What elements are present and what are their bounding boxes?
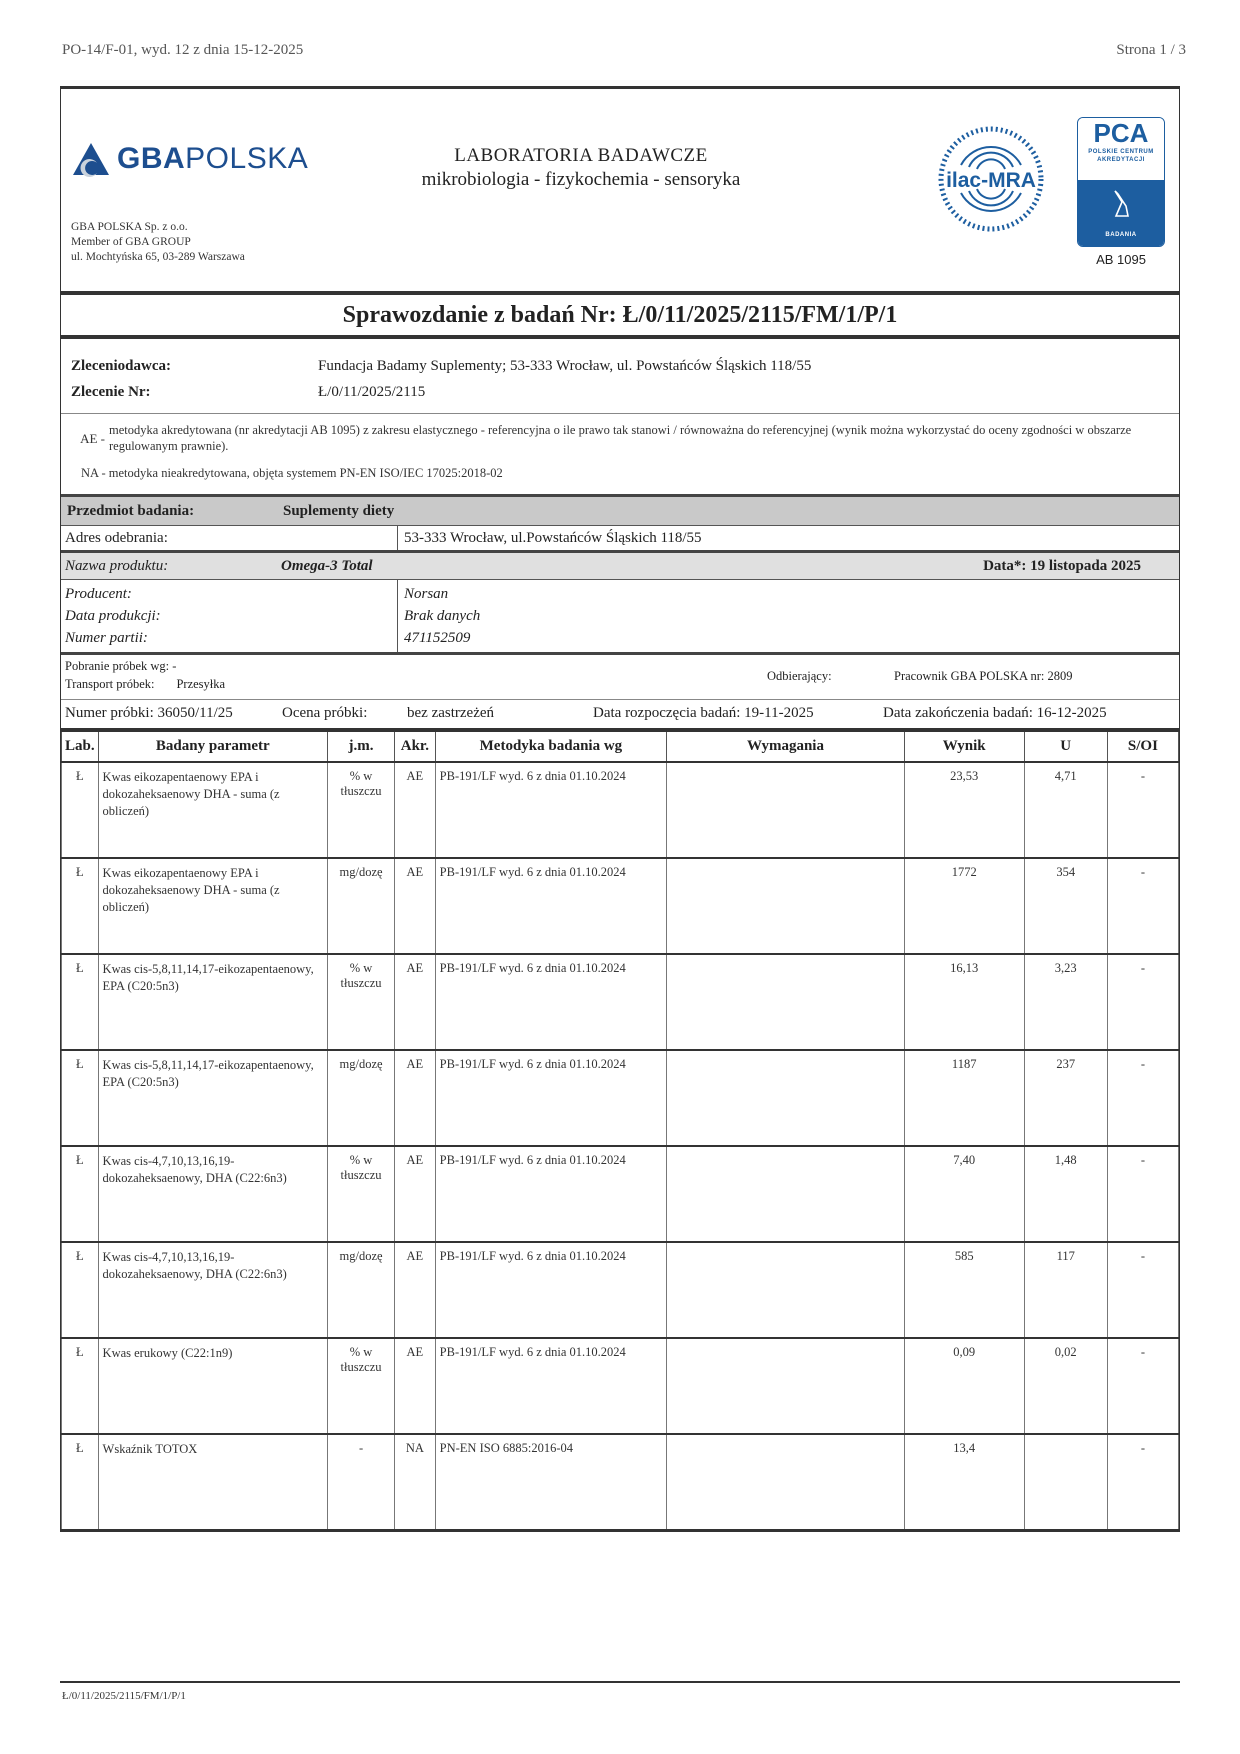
cell-accreditation: AE: [395, 858, 436, 954]
legend-ae-text: metodyka akredytowana (nr akredytacji AB 1095) z zakresu elastycznego - referencyjna o ile prawo tak stanowi / równoważna do referencyjnej (wynik można wykorzystać do oceny zgodności w obszarze regulowanym prawnie).: [109, 423, 1132, 453]
cell-result: 16,13: [904, 954, 1024, 1050]
cell-unit: % w tłuszczu: [328, 954, 395, 1050]
results-header-row: [62, 730, 1179, 762]
col-soi: S/OI: [1107, 730, 1178, 762]
sample-info-row: [61, 699, 1179, 728]
cell-soi: -: [1107, 954, 1178, 1050]
cell-parameter: Kwas erukowy (C22:1n9): [98, 1338, 327, 1434]
cell-unit: % w tłuszczu: [328, 1146, 395, 1242]
batch-number-value: 471152509: [404, 630, 471, 646]
footer-report-number: Ł/0/11/2025/2115/FM/1/P/1: [62, 1690, 186, 1702]
table-row: [62, 1050, 1179, 1146]
cell-requirements: [667, 858, 905, 954]
cell-accreditation: AE: [395, 1050, 436, 1146]
cell-result: 7,40: [904, 1146, 1024, 1242]
cell-lab: Ł: [62, 954, 99, 1050]
flask-icon: [1106, 188, 1136, 222]
lab-title: LABORATORIA BADAWCZE: [454, 145, 708, 166]
legend-ae-key: AE -: [80, 431, 105, 446]
report-frame: [60, 86, 1180, 1532]
footer-divider: [60, 1681, 1180, 1683]
cell-requirements: [667, 1242, 905, 1338]
production-date-label: Data produkcji:: [65, 608, 161, 624]
company-street: ul. Mochtyńska 65, 03-289 Warszawa: [71, 251, 245, 263]
gba-logo: [71, 141, 308, 177]
product-label: Nazwa produktu:: [65, 557, 169, 574]
col-unit: j.m.: [328, 730, 395, 762]
pca-subtitle-1: POLSKIE CENTRUM: [1088, 149, 1154, 155]
cell-parameter: Kwas cis-4,7,10,13,16,19-dokozaheksaenowy, DHA (C22:6n3): [98, 1146, 327, 1242]
col-requirements: Wymagania: [667, 730, 905, 762]
table-row: [62, 1146, 1179, 1242]
cell-parameter: Kwas cis-5,8,11,14,17-eikozapentaenowy, EPA (C20:5n3): [98, 954, 327, 1050]
cell-soi: -: [1107, 1242, 1178, 1338]
form-id: PO-14/F-01, wyd. 12 z dnia 15-12-2025: [62, 42, 304, 58]
sample-assessment-value: bez zastrzeżeń: [407, 705, 495, 721]
sampling-method: Pobranie próbek wg: -: [65, 659, 177, 673]
cell-soi: -: [1107, 1434, 1178, 1530]
cell-uncertainty: 4,71: [1024, 762, 1107, 858]
cell-requirements: [667, 762, 905, 858]
cell-method: PB-191/LF wyd. 6 z dnia 01.10.2024: [435, 954, 667, 1050]
cell-lab: Ł: [62, 1434, 99, 1530]
lab-subtitle: mikrobiologia - fizykochemia - sensoryka: [421, 169, 741, 190]
cell-uncertainty: 354: [1024, 858, 1107, 954]
table-row: [62, 762, 1179, 858]
page-number: Strona 1 / 3: [1116, 42, 1186, 58]
sample-assessment-label: Ocena próbki:: [282, 705, 368, 721]
producer-label: Producent:: [65, 586, 132, 602]
cell-lab: Ł: [62, 858, 99, 954]
cell-method: PN-EN ISO 6885:2016-04: [435, 1434, 667, 1530]
sample-transport: [65, 677, 225, 692]
cell-soi: -: [1107, 1050, 1178, 1146]
company-address: [71, 220, 245, 265]
client-section: [61, 339, 1179, 413]
pca-badge-label: BADANIA: [1105, 232, 1137, 238]
gba-logo-text: GBAPOLSKA: [117, 142, 309, 175]
sampling-section: [61, 652, 1179, 699]
cell-parameter: Kwas cis-4,7,10,13,16,19-dokozaheksaenowy, DHA (C22:6n3): [98, 1242, 327, 1338]
col-accreditation: Akr.: [395, 730, 436, 762]
cell-lab: Ł: [62, 1338, 99, 1434]
test-start-date: Data rozpoczęcia badań: 19-11-2025: [593, 705, 814, 721]
gba-logo-icon: [71, 141, 111, 177]
pca-title: PCA: [1093, 118, 1149, 148]
cell-unit: mg/dozę: [328, 1050, 395, 1146]
subject-label: Przedmiot badania:: [67, 502, 195, 519]
cell-method: PB-191/LF wyd. 6 z dnia 01.10.2024: [435, 1338, 667, 1434]
client-value: Fundacja Badamy Suplementy; 53-333 Wrocław, ul. Powstańców Śląskich 118/55: [318, 357, 812, 374]
subject-value: Suplementy diety: [283, 502, 395, 519]
cell-requirements: [667, 1146, 905, 1242]
table-row: [62, 858, 1179, 954]
table-row: [62, 954, 1179, 1050]
cell-parameter: Kwas cis-5,8,11,14,17-eikozapentaenowy, EPA (C20:5n3): [98, 1050, 327, 1146]
col-lab: Lab.: [62, 730, 99, 762]
cell-parameter: Kwas eikozapentaenowy EPA i dokozaheksaenowy DHA - suma (z obliczeń): [98, 762, 327, 858]
cell-unit: mg/dozę: [328, 1242, 395, 1338]
producer-value: Norsan: [404, 586, 449, 602]
cell-accreditation: NA: [395, 1434, 436, 1530]
cell-parameter: Wskaźnik TOTOX: [98, 1434, 327, 1530]
cell-accreditation: AE: [395, 762, 436, 858]
order-value: Ł/0/11/2025/2115: [318, 383, 426, 400]
cell-uncertainty: 117: [1024, 1242, 1107, 1338]
company-group: Member of GBA GROUP: [71, 236, 191, 248]
cell-unit: -: [328, 1434, 395, 1530]
client-label: Zleceniodawca:: [71, 357, 171, 374]
col-uncertainty: U: [1024, 730, 1107, 762]
address-label: Adres odebrania:: [61, 526, 398, 550]
cell-result: 0,09: [904, 1338, 1024, 1434]
pickup-address-row: [61, 525, 1179, 550]
cell-method: PB-191/LF wyd. 6 z dnia 01.10.2024: [435, 858, 667, 954]
cell-uncertainty: 0,02: [1024, 1338, 1107, 1434]
cell-result: 23,53: [904, 762, 1024, 858]
ilac-mra-logo-icon: [937, 125, 1045, 233]
product-date: Data*: 19 listopada 2025: [983, 557, 1141, 574]
order-label: Zlecenie Nr:: [71, 383, 151, 400]
report-title: Sprawozdanie z badań Nr: Ł/0/11/2025/2115/FM/1/P/1: [61, 291, 1179, 339]
results-table: [61, 728, 1179, 1531]
cell-unit: mg/dozę: [328, 858, 395, 954]
col-parameter: Badany parametr: [98, 730, 327, 762]
transport-label: Transport próbek:: [65, 677, 155, 691]
address-value: 53-333 Wrocław, ul.Powstańców Śląskich 118/55: [404, 530, 702, 546]
cell-method: PB-191/LF wyd. 6 z dnia 01.10.2024: [435, 1050, 667, 1146]
sample-number: Numer próbki: 36050/11/25: [65, 705, 233, 721]
cell-result: 1187: [904, 1050, 1024, 1146]
cell-requirements: [667, 954, 905, 1050]
cell-accreditation: AE: [395, 954, 436, 1050]
batch-number-label: Numer partii:: [65, 630, 148, 646]
cell-uncertainty: 237: [1024, 1050, 1107, 1146]
cell-result: 13,4: [904, 1434, 1024, 1530]
cell-soi: -: [1107, 858, 1178, 954]
cell-result: 1772: [904, 858, 1024, 954]
cell-lab: Ł: [62, 762, 99, 858]
cell-uncertainty: 3,23: [1024, 954, 1107, 1050]
cell-soi: -: [1107, 1338, 1178, 1434]
col-result: Wynik: [904, 730, 1024, 762]
cell-uncertainty: 1,48: [1024, 1146, 1107, 1242]
production-date-value: Brak danych: [404, 608, 481, 624]
receiver-value: Pracownik GBA POLSKA nr: 2809: [894, 669, 1073, 683]
receiver-label: Odbierający:: [767, 669, 832, 683]
cell-lab: Ł: [62, 1146, 99, 1242]
table-row: [62, 1242, 1179, 1338]
cell-accreditation: AE: [395, 1338, 436, 1434]
table-row: [62, 1338, 1179, 1434]
cell-uncertainty: [1024, 1434, 1107, 1530]
product-info: [61, 579, 1179, 652]
test-end-date: Data zakończenia badań: 16-12-2025: [883, 705, 1107, 721]
cell-method: PB-191/LF wyd. 6 z dnia 01.10.2024: [435, 762, 667, 858]
cell-soi: -: [1107, 1146, 1178, 1242]
table-row: [62, 1434, 1179, 1530]
pca-accreditation-badge: [1077, 117, 1165, 267]
cell-soi: -: [1107, 762, 1178, 858]
product-row: [61, 550, 1179, 579]
cell-unit: % w tłuszczu: [328, 1338, 395, 1434]
cell-accreditation: AE: [395, 1242, 436, 1338]
test-subject-row: [61, 494, 1179, 525]
cell-accreditation: AE: [395, 1146, 436, 1242]
cell-parameter: Kwas eikozapentaenowy EPA i dokozaheksaenowy DHA - suma (z obliczeń): [98, 858, 327, 954]
report-header: [61, 89, 1179, 291]
pca-subtitle-2: AKREDYTACJI: [1097, 157, 1145, 163]
cell-requirements: [667, 1050, 905, 1146]
svg-text:ilac-MRA: ilac-MRA: [946, 169, 1036, 192]
cell-requirements: [667, 1338, 905, 1434]
legend-na-text: NA - metodyka nieakredytowana, objęta systemem PN-EN ISO/IEC 17025:2018-02: [81, 466, 503, 480]
product-name: Omega-3 Total: [281, 557, 373, 574]
cell-lab: Ł: [62, 1050, 99, 1146]
transport-value: Przesyłka: [176, 677, 226, 691]
cell-method: PB-191/LF wyd. 6 z dnia 01.10.2024: [435, 1242, 667, 1338]
company-name: GBA POLSKA Sp. z o.o.: [71, 221, 188, 233]
cell-method: PB-191/LF wyd. 6 z dnia 01.10.2024: [435, 1146, 667, 1242]
cell-lab: Ł: [62, 1242, 99, 1338]
col-method: Metodyka badania wg: [435, 730, 667, 762]
accreditation-number: AB 1095: [1096, 252, 1146, 267]
cell-result: 585: [904, 1242, 1024, 1338]
lab-title-block: [361, 145, 801, 191]
method-legend: [61, 413, 1179, 494]
cell-unit: % w tłuszczu: [328, 762, 395, 858]
cell-requirements: [667, 1434, 905, 1530]
